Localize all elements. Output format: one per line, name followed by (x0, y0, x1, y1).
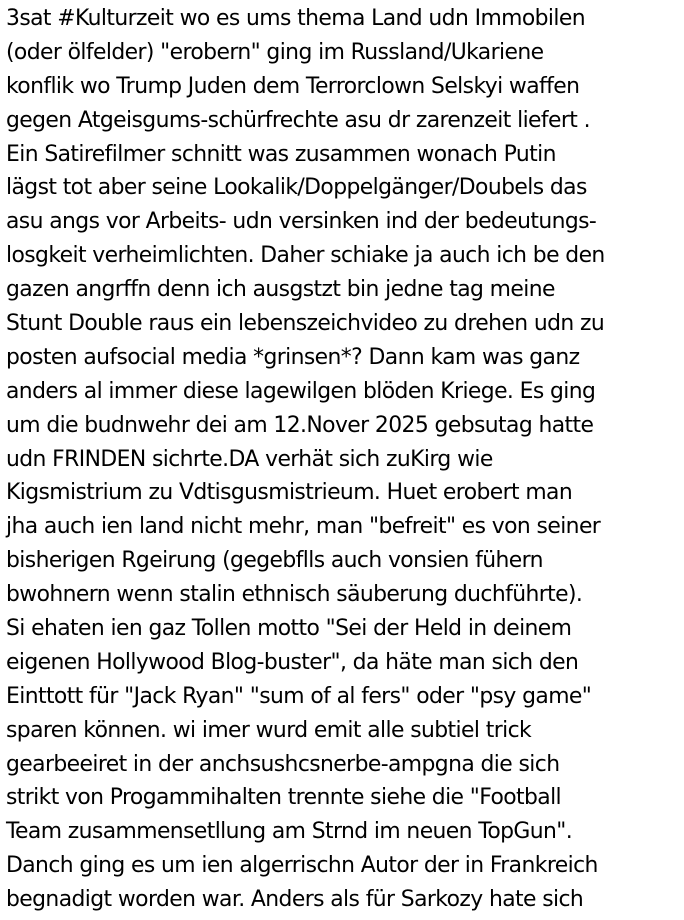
text-line: jha auch ien land nicht mehr, man "befreit" es von seiner (6, 514, 601, 540)
text-line: eigenen Hollywood Blog-buster", da häte man sich den (6, 649, 579, 675)
document-text (6, 2, 682, 917)
text-line: bisherigen Rgeirung (gegebflls auch vonsien fühern (6, 548, 543, 574)
text-line: Einttott für "Jack Ryan" "sum of al fers" oder "psy game" (6, 683, 592, 709)
text-line: Ein Satirefilmer schnitt was zusammen wonach Putin (6, 141, 556, 167)
text-line: anders al immer diese lagewilgen blöden Kriege. Es ging (6, 378, 596, 404)
text-line: lägst tot aber seine Lookalik/Doppelgänger/Doubels das (6, 175, 587, 201)
text-line: strikt von Progammihalten trennte siehe die "Football (6, 785, 562, 811)
text-line: posten aufsocial media *grinsen*? Dann kam was ganz (6, 344, 580, 370)
text-line: gegen Atgeisgums-schürfrechte asu dr zarenzeit liefert . (6, 107, 590, 133)
text-line: (oder ölfelder) "erobern" ging im Russland/Ukariene (6, 39, 544, 65)
text-line: 3sat #Kulturzeit wo es ums thema Land udn Immobilen (6, 6, 586, 31)
text-line: um die budnwehr dei am 12.Nover 2025 gebsutag hatte (6, 412, 594, 438)
text-line: begnadigt worden war. Anders als für Sarkozy hate sich (6, 887, 584, 913)
text-line: gazen angrffn denn ich ausgstzt bin jedne tag meine (6, 277, 555, 303)
text-line: Kigsmistrium zu Vdtisgusmistrieum. Huet erobert man (6, 480, 573, 506)
text-line: Si ehaten ien gaz Tollen motto "Sei der Held in deinem (6, 616, 572, 642)
text-line: losgkeit verheimlichten. Daher schiake ja auch ich be den (6, 243, 605, 269)
text-line: Stunt Double raus ein lebenszeichvideo zu drehen udn zu (6, 311, 605, 337)
text-line: Danch ging es um ien algerrischn Autor der in Frankreich (6, 853, 598, 879)
text-line: konflik wo Trump Juden dem Terrorclown Selskyi waffen (6, 73, 580, 99)
text-line: bwohnern wenn stalin ethnisch säuberung duchführte). (6, 582, 583, 608)
text-line: udn FRINDEN sichrte.DA verhät sich zuKirg wie (6, 446, 493, 472)
text-line: gearbeeiret in der anchsushcsnerbe-ampgna die sich (6, 751, 560, 777)
text-line: sparen können. wi imer wurd emit alle subtiel trick (6, 717, 532, 743)
text-line: Team zusammensetllung am Strnd im neuen TopGun". (6, 819, 573, 845)
text-line: asu angs vor Arbeits- udn versinken ind der bedeutungs- (6, 209, 597, 235)
